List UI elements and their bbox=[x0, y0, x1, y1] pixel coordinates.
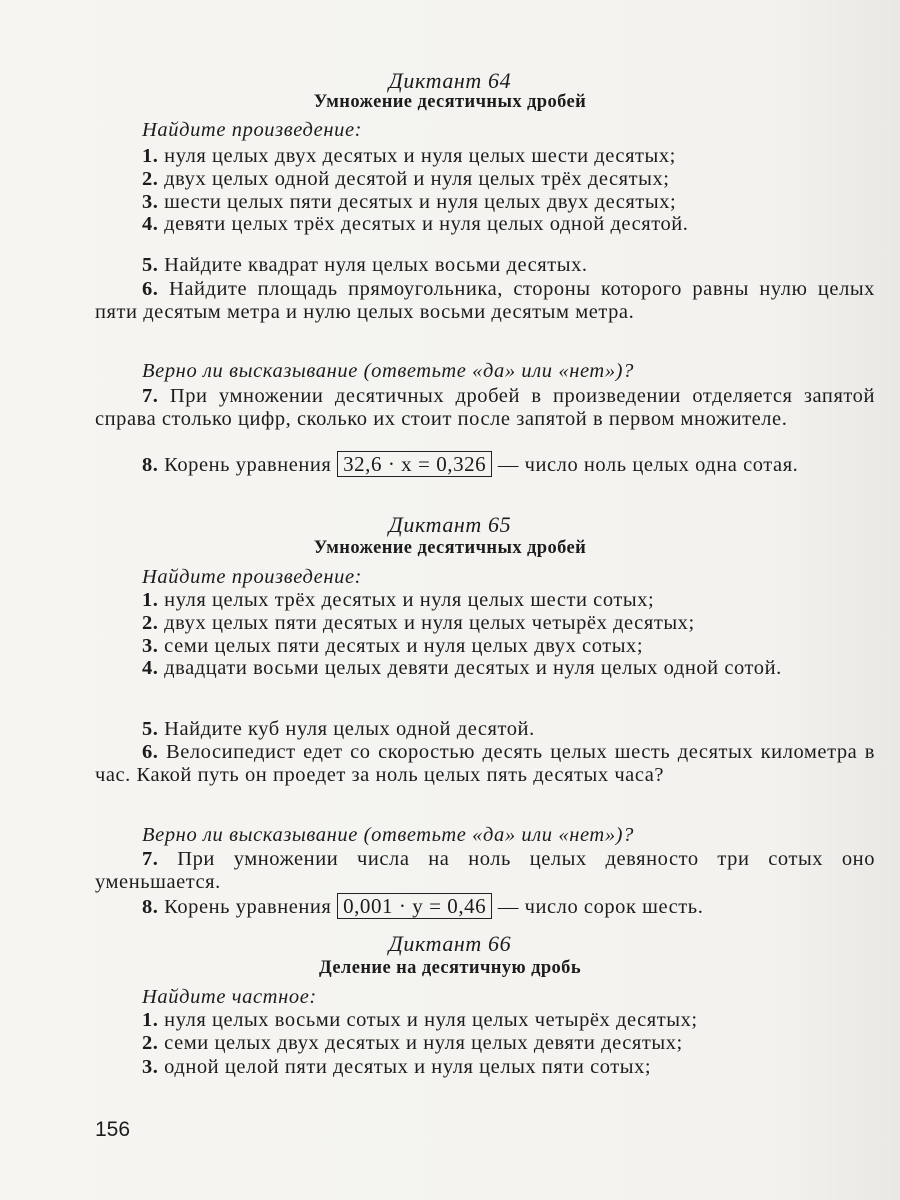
item-number: 6. bbox=[142, 741, 159, 763]
dictation-65-instruction: Найдите произведение: bbox=[142, 566, 363, 588]
item-text: шести целых пяти десятых и нуля целых двух десятых; bbox=[164, 191, 677, 213]
dictation-65-item-6 bbox=[95, 741, 875, 787]
item-number: 7. bbox=[142, 848, 159, 870]
item-number: 5. bbox=[142, 254, 159, 276]
dictation-64-instruction: Найдите произведение: bbox=[142, 119, 363, 141]
item-text: Корень уравнения bbox=[164, 896, 332, 918]
dictation-64-item-5 bbox=[95, 254, 875, 277]
item-number: 2. bbox=[142, 612, 159, 634]
item-text: Найдите квадрат нуля целых восьми десятых. bbox=[164, 254, 588, 276]
item-text: Корень уравнения bbox=[164, 454, 332, 476]
item-text: — число ноль целых одна сотая. bbox=[497, 454, 799, 476]
item-text: При умножении десятичных дробей в произведении отделяется запятой справа столько цифр, сколько их стоит после запятой в первом множителе. bbox=[95, 385, 875, 430]
item-text: двух целых одной десятой и нуля целых трёх десятых; bbox=[164, 168, 670, 190]
dictation-64-item-1 bbox=[95, 145, 875, 168]
dictation-66-subtitle: Деление на десятичную дробь bbox=[318, 958, 582, 978]
dictation-66-item-2 bbox=[95, 1032, 875, 1055]
item-number: 8. bbox=[142, 896, 159, 918]
item-number: 1. bbox=[142, 589, 159, 611]
dictation-65-title: Диктант 65 bbox=[388, 512, 512, 537]
item-text: Найдите площадь прямоугольника, стороны которого равны нулю целых пяти десятым метра и нулю целых восьми десятым метра. bbox=[95, 278, 875, 323]
item-number: 3. bbox=[142, 635, 159, 657]
dictation-66-item-3 bbox=[95, 1056, 875, 1079]
item-number: 4. bbox=[142, 213, 159, 235]
dictation-64-item-2 bbox=[95, 168, 875, 191]
item-number: 1. bbox=[142, 1009, 159, 1031]
dictation-64-item-6 bbox=[95, 278, 875, 324]
item-number: 1. bbox=[142, 145, 159, 167]
dictation-65-item-2 bbox=[95, 612, 875, 635]
equation-box: 32,6 · x = 0,326 bbox=[337, 451, 492, 477]
item-number: 4. bbox=[142, 657, 159, 679]
item-text: — число сорок шесть. bbox=[497, 896, 704, 918]
item-text: семи целых пяти десятых и нуля целых двух сотых; bbox=[164, 635, 644, 657]
dictation-64-question: Верно ли высказывание (ответьте «да» или «нет»)? bbox=[142, 360, 634, 382]
dictation-64-subtitle: Умножение десятичных дробей bbox=[313, 92, 587, 112]
dictation-65-item-7 bbox=[95, 848, 875, 894]
dictation-64-item-4 bbox=[95, 213, 875, 236]
dictation-64-title: Диктант 64 bbox=[388, 68, 512, 93]
item-text: нуля целых трёх десятых и нуля целых шести сотых; bbox=[164, 589, 655, 611]
dictation-66-instruction: Найдите частное: bbox=[142, 986, 317, 1008]
dictation-66-title: Диктант 66 bbox=[388, 931, 512, 956]
page-number: 156 bbox=[95, 1118, 131, 1141]
dictation-65-subtitle: Умножение десятичных дробей bbox=[313, 538, 587, 558]
item-number: 3. bbox=[142, 191, 159, 213]
item-text: девяти целых трёх десятых и нуля целых одной десятой. bbox=[164, 213, 689, 235]
dictation-65-item-5 bbox=[95, 718, 875, 741]
item-number: 2. bbox=[142, 168, 159, 190]
dictation-64-item-7 bbox=[95, 385, 875, 431]
item-text: одной целой пяти десятых и нуля целых пяти сотых; bbox=[164, 1056, 652, 1078]
item-number: 6. bbox=[142, 278, 159, 300]
item-text: нуля целых двух десятых и нуля целых шести десятых; bbox=[164, 145, 676, 167]
dictation-64-item-3 bbox=[95, 191, 875, 214]
item-text: Велосипедист едет со скоростью десять целых шесть десятых километра в час. Какой путь он проедет за ноль целых пять десятых часа? bbox=[95, 741, 875, 786]
dictation-65-question: Верно ли высказывание (ответьте «да» или «нет»)? bbox=[142, 824, 634, 846]
item-text: двух целых пяти десятых и нуля целых четырёх десятых; bbox=[164, 612, 695, 634]
dictation-65-item-4 bbox=[95, 657, 875, 680]
equation-box: 0,001 · y = 0,46 bbox=[337, 893, 492, 919]
item-text: двадцати восьми целых девяти десятых и нуля целых одной сотой. bbox=[164, 657, 782, 679]
item-text: При умножении числа на ноль целых девяносто три сотых оно уменьшается. bbox=[95, 848, 875, 893]
item-text: семи целых двух десятых и нуля целых девяти десятых; bbox=[164, 1032, 683, 1054]
dictation-65-item-3 bbox=[95, 635, 875, 658]
dictation-65-item-1 bbox=[95, 589, 875, 612]
dictation-66-item-1 bbox=[95, 1009, 875, 1032]
dictation-64-item-8 bbox=[95, 453, 875, 477]
item-text: Найдите куб нуля целых одной десятой. bbox=[164, 718, 535, 740]
item-number: 3. bbox=[142, 1056, 159, 1078]
item-number: 5. bbox=[142, 718, 159, 740]
item-number: 2. bbox=[142, 1032, 159, 1054]
item-number: 8. bbox=[142, 454, 159, 476]
item-number: 7. bbox=[142, 385, 159, 407]
dictation-65-item-8 bbox=[95, 895, 875, 919]
item-text: нуля целых восьми сотых и нуля целых четырёх десятых; bbox=[164, 1009, 698, 1031]
